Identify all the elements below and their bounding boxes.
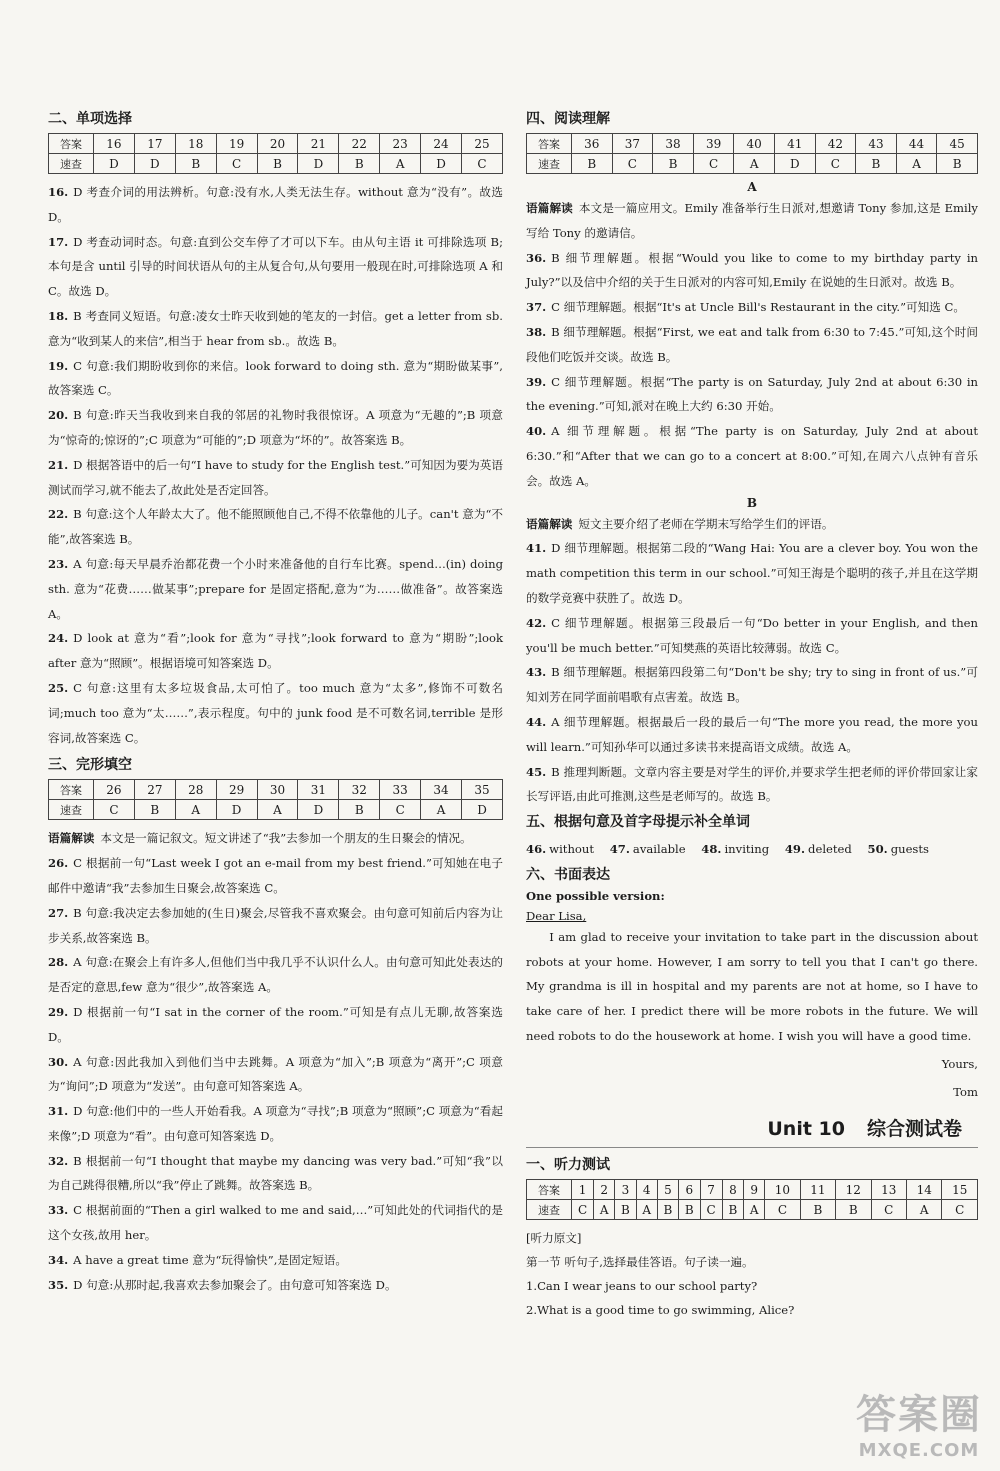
- item-number: 43.: [526, 665, 547, 680]
- answer-cell: B: [175, 154, 216, 174]
- question-number-cell: 5: [657, 1180, 678, 1200]
- list-item: [526, 710, 978, 760]
- answer-cell: B: [836, 1200, 871, 1220]
- item-text: C 根据前一句“Last week I got an e-mail from my best friend.”可知她在电子邮件中邀请“我”去参加生日聚会,故答案选 C。: [48, 856, 503, 895]
- item-number: 19.: [48, 358, 69, 373]
- list-item: [526, 246, 978, 296]
- item-number: 30.: [48, 1054, 69, 1069]
- item-number: 28.: [48, 955, 69, 970]
- row-header: 速查: [49, 800, 94, 820]
- item-text: D 根据前一句“I sat in the corner of the room.”可知是有点儿无聊,故答案选 D。: [48, 1004, 503, 1044]
- item-number: 40.: [526, 424, 547, 439]
- right-column: [526, 108, 978, 1322]
- passage-b-label: B: [746, 495, 758, 510]
- item-text: D 句意:他们中的一些人开始看我。A 项意为“寻找”;B 项意为“照顾”;C 项意为“看起来像”;D 项意为“看”。由句意可知答案选 D。: [48, 1104, 503, 1143]
- intro-text: 本文是一篇记叙文。短文讲述了“我”去参加一个朋友的生日聚会的情况。: [100, 831, 472, 846]
- question-number-cell: 16: [94, 134, 135, 154]
- explanations-16-25: [48, 180, 503, 750]
- list-item: [48, 901, 503, 951]
- answer-cell: B: [679, 1200, 700, 1220]
- item-text: B 细节理解题。根据第四段第二句“Don't be shy; try to sing in front of us.”可知刘芳在同学面前唱歌有点害羞。故选 B。: [526, 665, 978, 705]
- answer-cell: B: [856, 154, 897, 174]
- item-number: 45.: [526, 764, 547, 779]
- word-answer: deleted: [808, 842, 852, 857]
- item-text: D look at 意为“看”;look for 意为“寻找”;look forward to 意为“期盼”;look after 意为“照顾”。根据语境可知答案选 D。: [48, 631, 503, 671]
- item-number: 32.: [48, 1153, 69, 1168]
- list-item: [526, 536, 978, 610]
- list-item: [48, 1248, 503, 1273]
- item-number: 34.: [48, 1252, 69, 1267]
- answer-cell: A: [744, 1200, 765, 1220]
- list-item: [48, 626, 503, 676]
- list-item: [526, 370, 978, 420]
- question-number-cell: 32: [339, 780, 380, 800]
- item-text: B 句意:我决定去参加她的(生日)聚会,尽管我不喜欢聚会。由句意可知前后内容为让步关系,故答案选 B。: [48, 905, 503, 945]
- question-number-cell: 40: [734, 134, 775, 154]
- item-text: B 细节理解题。根据“First, we eat and talk from 6:30 to 7:45.”可知,这个时间段他们吃饭并交谈。故选 B。: [526, 324, 978, 364]
- answer-cell: B: [339, 154, 380, 174]
- list-item: [48, 851, 503, 901]
- question-number-cell: 20: [257, 134, 298, 154]
- letter-greeting: Dear Lisa,: [526, 909, 587, 924]
- answer-cell: C: [94, 800, 135, 820]
- list-item: [48, 676, 503, 750]
- sample-version-label: One possible version:: [526, 889, 665, 904]
- answer-cell: C: [765, 1200, 800, 1220]
- list-item: [48, 230, 503, 304]
- question-number-cell: 4: [636, 1180, 657, 1200]
- item-text: B 句意:昨天当我收到来自我的邻居的礼物时我很惊讶。A 项意为“无趣的”;B 项意为“惊奇的;惊讶的”;C 项意为“可能的”;D 项意为“坏的”。故答案选 B。: [48, 408, 503, 447]
- row-header: 答案: [49, 780, 94, 800]
- item-text: D 根据答语中的后一句“I have to study for the English test.”可知因为要为英语测试而学习,就不能去了,故此处是否定回答。: [48, 457, 503, 497]
- item-text: D 考查动词时态。句意:直到公交车停了才可以下车。由从句主语 it 可排除选项 B;本句是含 until 引导的时间状语从句的主从复合句,从句要用一般现在时,可排除选项 A 和 C。故选 D。: [48, 234, 503, 299]
- item-number: 33.: [48, 1203, 69, 1218]
- question-number-cell: 23: [380, 134, 421, 154]
- answer-cell: A: [257, 800, 298, 820]
- item-number: 20.: [48, 408, 69, 423]
- question-number-cell: 41: [774, 134, 815, 154]
- list-item: [48, 1000, 503, 1050]
- section-title-cloze: 三、完形填空: [48, 757, 132, 774]
- explanations-26-35: [48, 851, 503, 1297]
- question-number-cell: 21: [298, 134, 339, 154]
- question-number-cell: 44: [896, 134, 937, 154]
- question-number-cell: 33: [380, 780, 421, 800]
- item-text: What is a good time to go swimming, Alice?: [537, 1303, 795, 1318]
- item-text: A have a great time 意为“玩得愉快”,是固定短语。: [73, 1252, 347, 1267]
- intro-label: 语篇解读: [526, 201, 573, 215]
- item-text: B 句意:这个人年龄太大了。他不能照顾他自己,不得不依靠他的儿子。can't 意为“不能”,故答案选 B。: [48, 507, 503, 547]
- question-number-cell: 19: [216, 134, 257, 154]
- question-number-cell: 30: [257, 780, 298, 800]
- answer-cell: C: [572, 1200, 594, 1220]
- item-text: D 考查介词的用法辨析。句意:没有水,人类无法生存。without 意为“没有”。故选 D。: [48, 185, 503, 224]
- answer-table-26-35: [48, 779, 503, 820]
- table-row: [49, 154, 503, 174]
- answer-cell: B: [722, 1200, 743, 1220]
- item-text: C 细节理解题。根据第三段最后一句“Do better in your English, and then you'll be much better.”可知樊燕的英语比较薄弱。故选 C。: [526, 615, 978, 655]
- item-text: Can I wear jeans to our school party?: [537, 1279, 758, 1294]
- answer-table-1-15: [526, 1179, 978, 1220]
- item-number: 21.: [48, 457, 69, 472]
- list-item: [48, 502, 503, 552]
- word-answer: available: [632, 842, 686, 857]
- word-answer: inviting: [724, 842, 770, 857]
- answer-cell: A: [594, 1200, 615, 1220]
- answer-cell: B: [937, 154, 978, 174]
- table-row: [49, 800, 503, 820]
- list-item: [526, 611, 978, 661]
- question-number-cell: 31: [298, 780, 339, 800]
- answer-cell: C: [612, 154, 653, 174]
- item-text: C 句意:这里有太多垃圾食品,太可怕了。too much 意为“太多”,修饰不可数名词;much too 意为“太……”,表示程度。句中的 junk food 是不可数名词,terrible 是形容词,故答案选 C。: [48, 680, 503, 745]
- item-number: 31.: [48, 1104, 69, 1119]
- intro-text: 短文主要介绍了老师在学期末写给学生们的评语。: [578, 516, 834, 531]
- answer-cell: C: [216, 154, 257, 174]
- item-text: B 细节理解题。根据“Would you like to come to my birthday party in July?”以及信中介绍的关于生日派对的内容可知,Emily 在说她的生日派对。故选 B。: [526, 250, 978, 290]
- unit-title: 综合测试卷: [866, 1118, 962, 1141]
- item-text: B 根据前一句“I thought that maybe my dancing was very bad.”可知“我”以为自己跳得很糟,所以“我”停止了跳舞。故答案选 B。: [48, 1153, 503, 1193]
- item-text: A 细节理解题。根据最后一段的最后一句“The more you read, the more you will learn.”可知孙华可以通过多读书来提高语文成绩。故选 A。: [526, 714, 978, 754]
- question-number-cell: 39: [693, 134, 734, 154]
- row-header: 答案: [527, 134, 572, 154]
- answer-cell: B: [653, 154, 694, 174]
- question-number-cell: 37: [612, 134, 653, 154]
- answer-cell: C: [380, 800, 421, 820]
- item-text: A 细节理解题。根据“The party is on Saturday, July 2nd at about 6:30.”和“After that we can go to a concert at 8:00.”可知,在周六八点钟有音乐会。故选 A。: [526, 424, 978, 488]
- item-text: C 细节理解题。根据“It's at Uncle Bill's Restaurant in the city.”可知选 C。: [551, 300, 965, 315]
- item-text: B 考查同义短语。句意:凌女士昨天收到她的笔友的一封信。get a letter from sb. 意为“收到某人的来信”,相当于 hear from sb.。故选 B。: [48, 308, 503, 348]
- question-number-cell: 36: [572, 134, 613, 154]
- answer-cell: C: [700, 1200, 722, 1220]
- list-item: [48, 1050, 503, 1100]
- question-number-cell: 15: [942, 1180, 978, 1200]
- letter-signature: Tom: [953, 1085, 978, 1100]
- table-row: [527, 134, 978, 154]
- answer-cell: D: [774, 154, 815, 174]
- section-title-writing: 六、书面表达: [526, 867, 610, 884]
- answer-cell: A: [896, 154, 937, 174]
- item-text: C 句意:我们期盼收到你的来信。look forward to doing sth. 意为“期盼做某事”,故答案选 C。: [48, 358, 503, 398]
- list-item: [48, 403, 503, 453]
- word-num: 48.: [701, 842, 722, 857]
- item-number: 27.: [48, 905, 69, 920]
- question-number-cell: 17: [134, 134, 175, 154]
- passage-a-label: A: [747, 180, 757, 194]
- question-number-cell: 42: [815, 134, 856, 154]
- question-number-cell: 2: [594, 1180, 615, 1200]
- item-number: 1.: [526, 1279, 538, 1294]
- answer-cell: B: [615, 1200, 636, 1220]
- item-number: 35.: [48, 1277, 69, 1292]
- letter-closing: Yours,: [941, 1057, 978, 1072]
- answer-cell: A: [734, 154, 775, 174]
- question-number-cell: 8: [722, 1180, 743, 1200]
- question-number-cell: 9: [744, 1180, 765, 1200]
- list-item: [48, 453, 503, 503]
- listening-items: [526, 1274, 978, 1322]
- passage-a-intro: [526, 196, 978, 246]
- list-item: [526, 1298, 978, 1322]
- question-number-cell: 26: [94, 780, 135, 800]
- item-number: 25.: [48, 680, 69, 695]
- item-number: 29.: [48, 1004, 69, 1019]
- list-item: [48, 354, 503, 404]
- answer-cell: A: [380, 154, 421, 174]
- word-num: 50.: [867, 842, 888, 857]
- answer-table-16-25: [48, 133, 503, 174]
- passage-intro: [48, 826, 503, 851]
- question-number-cell: 43: [856, 134, 897, 154]
- item-number: 36.: [526, 250, 547, 265]
- list-item: [526, 419, 978, 493]
- word-num: 47.: [609, 842, 630, 857]
- watermark-logo: [856, 1383, 982, 1461]
- question-number-cell: 22: [339, 134, 380, 154]
- row-header: 答案: [49, 134, 94, 154]
- item-text: A 句意:每天早晨乔治都花费一个小时来准备他的自行车比赛。spend…(in) doing sth. 意为“花费……做某事”;prepare for 是固定搭配,意为“为……做准备”。故答案选 A。: [48, 556, 503, 621]
- unit-number: Unit 10: [767, 1118, 845, 1141]
- question-number-cell: 12: [836, 1180, 871, 1200]
- section-title-single-choice: 二、单项选择: [48, 111, 132, 127]
- question-number-cell: 7: [700, 1180, 722, 1200]
- list-item: [526, 760, 978, 810]
- word-num: 49.: [784, 842, 806, 857]
- list-item: [48, 552, 503, 626]
- item-text: B 推理判断题。文章内容主要是对学生的评价,并要求学生把老师的评价带回家让家长写评语,由此可推测,这些是老师写的。故选 B。: [526, 764, 978, 804]
- item-number: 39.: [526, 374, 547, 389]
- list-item: [526, 320, 978, 370]
- answer-cell: B: [657, 1200, 678, 1220]
- item-number: 22.: [48, 507, 69, 522]
- word-answer: without: [549, 842, 595, 857]
- explanations-36-40: [526, 246, 978, 494]
- item-text: A 句意:因此我加入到他们当中去跳舞。A 项意为“加入”;B 项意为“离开”;C 项意为“询问”;D 项意为“发送”。由句意可知答案选 A。: [48, 1054, 503, 1094]
- question-number-cell: 45: [937, 134, 978, 154]
- answer-cell: D: [216, 800, 257, 820]
- answer-cell: A: [175, 800, 216, 820]
- answer-cell: C: [871, 1200, 906, 1220]
- table-row: [49, 134, 503, 154]
- question-number-cell: 34: [421, 780, 462, 800]
- answer-cell: B: [572, 154, 613, 174]
- item-number: 38.: [526, 324, 547, 339]
- item-number: 23.: [48, 556, 69, 571]
- table-row: [527, 154, 978, 174]
- listening-section-title: 第一节 听句子,选择最佳答语。句子读一遍。: [526, 1255, 754, 1270]
- question-number-cell: 38: [653, 134, 694, 154]
- answer-cell: D: [462, 800, 503, 820]
- question-number-cell: 35: [462, 780, 503, 800]
- row-header: 速查: [49, 154, 94, 174]
- item-number: 44.: [526, 714, 547, 729]
- intro-label: 语篇解读: [48, 831, 95, 846]
- item-number: 24.: [48, 631, 69, 646]
- list-item: [48, 1273, 503, 1298]
- section-title-reading: 四、阅读理解: [526, 111, 610, 127]
- item-number: 26.: [48, 856, 69, 871]
- divider: [526, 1147, 978, 1148]
- list-item: [48, 304, 503, 354]
- section-title-listening: 一、听力测试: [526, 1157, 610, 1174]
- list-item: [526, 295, 978, 320]
- question-number-cell: 11: [800, 1180, 835, 1200]
- list-item: [48, 180, 503, 230]
- watermark-url: MXQE.COM: [858, 1440, 980, 1461]
- unit-heading: [526, 1114, 978, 1141]
- word-answer: guests: [890, 842, 929, 857]
- question-number-cell: 24: [421, 134, 462, 154]
- answer-cell: B: [257, 154, 298, 174]
- answer-cell: A: [907, 1200, 942, 1220]
- answer-cell: B: [800, 1200, 835, 1220]
- passage-b-intro: [526, 512, 978, 537]
- item-number: 18.: [48, 308, 69, 323]
- item-text: C 细节理解题。根据“The party is on Saturday, July 2nd at about 6:30 in the evening.”可知,派对在晚上大约 6:30 开始。: [526, 374, 978, 414]
- item-number: 2.: [526, 1303, 538, 1318]
- question-number-cell: 27: [134, 780, 175, 800]
- item-text: A 句意:在聚会上有许多人,但他们当中我几乎不认识什么人。由句意可知此处表达的是否定的意思,few 意为“很少”,故答案选 A。: [48, 955, 503, 995]
- answer-cell: C: [942, 1200, 978, 1220]
- table-row: [527, 1180, 978, 1200]
- explanations-41-45: [526, 536, 978, 809]
- item-number: 16.: [48, 185, 69, 199]
- answer-cell: B: [339, 800, 380, 820]
- list-item: [48, 1099, 503, 1149]
- letter-body: I am glad to receive your invitation to take part in the discussion about robots at your home. However, I am sorry to tell you that I can't go there. My grandma is ill in hospital and my parents are not at home, so I have to take care of her. I predict there will be more robots in the future. We will need robots to do the housework at home. I wish you will have a good time.: [526, 930, 978, 1043]
- answer-table-36-45: [526, 133, 978, 174]
- question-number-cell: 13: [871, 1180, 906, 1200]
- answer-cell: B: [134, 800, 175, 820]
- item-number: 41.: [526, 541, 547, 556]
- item-text: D 细节理解题。根据第二段的“Wang Hai: You are a clever boy. You won the math competition this term in our school.”可知王海是个聪明的孩子,并且在这学期的数学竞赛中获胜了。故选 D。: [526, 541, 978, 605]
- item-number: 37.: [526, 300, 547, 315]
- listening-script-heading: [听力原文]: [526, 1231, 582, 1246]
- answer-cell: C: [462, 154, 503, 174]
- question-number-cell: 10: [765, 1180, 800, 1200]
- table-row: [527, 1200, 978, 1220]
- answer-cell: D: [298, 154, 339, 174]
- item-text: D 句意:从那时起,我喜欢去参加聚会了。由句意可知答案选 D。: [73, 1277, 397, 1292]
- list-item: [48, 1198, 503, 1248]
- left-column: [48, 108, 503, 1297]
- question-number-cell: 18: [175, 134, 216, 154]
- row-header: 速查: [527, 1200, 572, 1220]
- word-answers: [526, 836, 978, 862]
- section-title-word-completion: 五、根据句意及首字母提示补全单词: [526, 814, 750, 831]
- answer-cell: D: [421, 154, 462, 174]
- question-number-cell: 29: [216, 780, 257, 800]
- list-item: [526, 1274, 978, 1298]
- question-number-cell: 3: [615, 1180, 636, 1200]
- intro-label: 语篇解读: [526, 516, 573, 531]
- watermark-text: 答案圈: [856, 1392, 982, 1438]
- answer-cell: D: [298, 800, 339, 820]
- question-number-cell: 25: [462, 134, 503, 154]
- question-number-cell: 28: [175, 780, 216, 800]
- question-number-cell: 1: [572, 1180, 594, 1200]
- list-item: [526, 660, 978, 710]
- intro-text: 本文是一篇应用文。Emily 准备举行生日派对,想邀请 Tony 参加,这是 Emily 写给 Tony 的邀请信。: [526, 201, 978, 240]
- answer-cell: D: [94, 154, 135, 174]
- list-item: [48, 1149, 503, 1199]
- answer-cell: A: [636, 1200, 657, 1220]
- table-row: [49, 780, 503, 800]
- question-number-cell: 6: [679, 1180, 700, 1200]
- word-num: 46.: [526, 842, 547, 857]
- answer-cell: C: [815, 154, 856, 174]
- row-header: 答案: [527, 1180, 572, 1200]
- item-text: C 根据前面的“Then a girl walked to me and said,…”可知此处的代词指代的是这个女孩,故用 her。: [48, 1203, 503, 1243]
- answer-cell: C: [693, 154, 734, 174]
- item-number: 42.: [526, 615, 547, 630]
- answer-cell: A: [421, 800, 462, 820]
- row-header: 速查: [527, 154, 572, 174]
- answer-cell: D: [134, 154, 175, 174]
- item-number: 17.: [48, 234, 69, 249]
- question-number-cell: 14: [907, 1180, 942, 1200]
- list-item: [48, 950, 503, 1000]
